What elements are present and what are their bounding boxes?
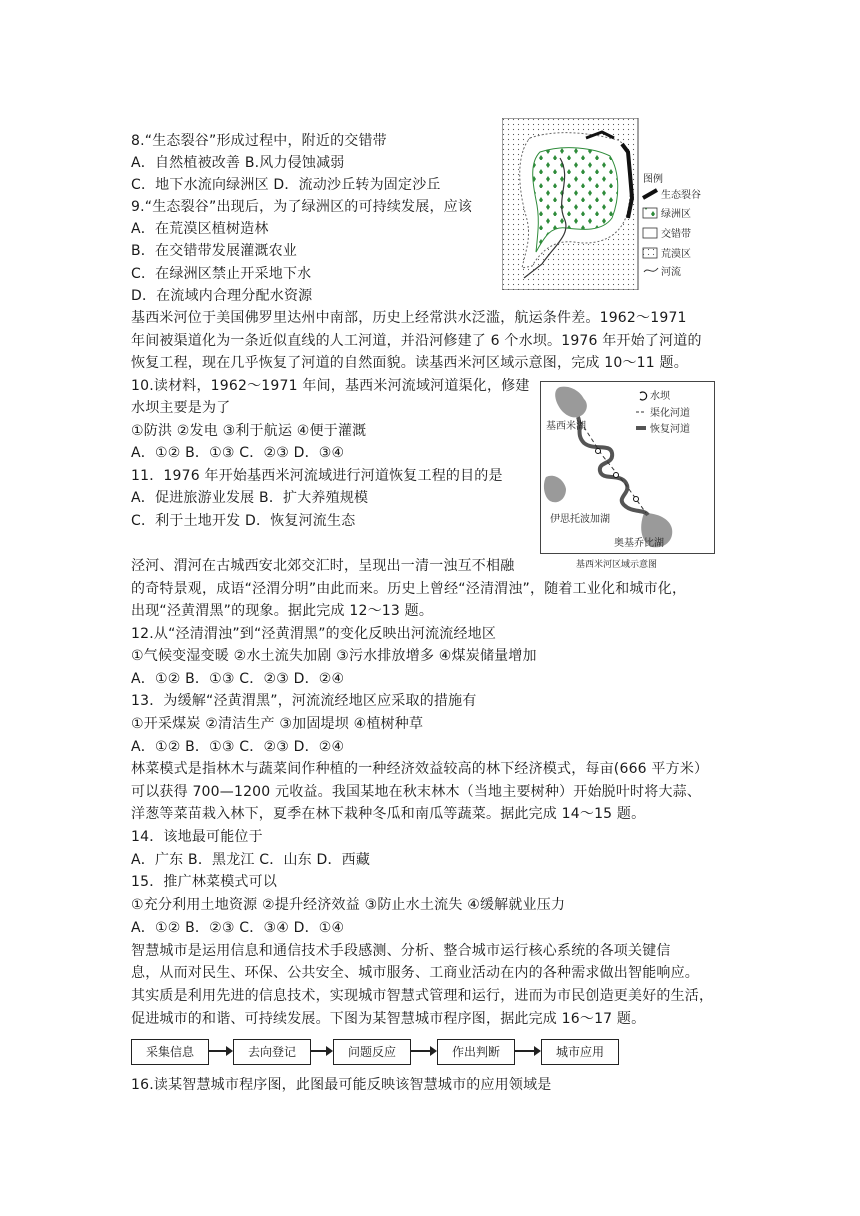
label-lake-istokpoga: 伊思托波加湖	[550, 514, 610, 525]
flow-step-judge: 作出判断	[437, 1039, 515, 1065]
q14-options: A．广东 B．黑龙江 C．山东 D．西藏	[131, 852, 371, 868]
q8-options-cd: C．地下水流向绿洲区 D．流动沙丘转为固定沙丘	[131, 177, 441, 193]
q15-options: A．①② B．②③ C．③④ D．①④	[131, 920, 345, 936]
q9-option-b: B．在交错带发展灌溉农业	[131, 243, 298, 259]
legend-desert: 荒漠区	[661, 249, 691, 260]
q10-items: ①防洪 ②发电 ③利于航运 ④便于灌溉	[131, 423, 367, 439]
q16-stem: 16.读某智慧城市程序图，此图最可能反映该智慧城市的应用领域是	[131, 1077, 552, 1093]
q13-options: A．①② B．①③ C．②③ D．②④	[131, 739, 345, 755]
flow-step-register: 去向登记	[233, 1039, 311, 1065]
flow-arrow	[209, 1050, 227, 1052]
legend-river: 河流	[661, 267, 681, 278]
q8-options-ab: A．自然植被改善 B.风力侵蚀减弱	[131, 155, 345, 171]
kissimmee-intro-3: 恢复工程，现在几乎恢复了河道的自然面貌。读基西米河区域示意图，完成 10～11 题。	[131, 355, 688, 371]
q10-stem: 10.读材料，1962～1971 年间，基西米河流域河道渠化，修建	[131, 378, 530, 394]
jingwei-intro-2: 的奇特景观，成语“泾渭分明”由此而来。历史上曾经“泾清渭浊”，随着工业化和城市化，	[131, 581, 687, 597]
legend-ecotone: 交错带	[661, 229, 691, 240]
q12-stem: 12.从“泾清渭浊”到“泾黄渭黑”的变化反映出河流流经地区	[131, 626, 497, 642]
q13-items: ①开采煤炭 ②清洁生产 ③加固堤坝 ④植树种草	[131, 716, 424, 732]
legend-oasis: 绿洲区	[661, 209, 691, 220]
flow-step-collect: 采集信息	[131, 1039, 209, 1065]
q11-options-ab: A．促进旅游业发展 B．扩大养殖规模	[131, 490, 369, 506]
smartcity-intro-3: 其实质是利用先进的信息技术，实现城市智慧式管理和运行，进而为市民创造更美好的生活，	[131, 988, 714, 1004]
map-caption: 基西米河区域示意图	[576, 559, 658, 569]
flow-arrow	[515, 1050, 535, 1052]
q10-stem-2: 水坝主要是为了	[131, 400, 231, 416]
smart-city-flowchart	[131, 1039, 621, 1067]
q12-items: ①气候变湿变暖 ②水土流失加剧 ③污水排放增多 ④煤炭储量增加	[131, 648, 537, 664]
linqai-intro-1: 林菜模式是指林木与蔬菜间作种植的一种经济效益较高的林下经济模式，每亩(666 平方米）	[131, 761, 709, 777]
q13-stem: 13．为缓解“泾黄渭黑”，河流流经地区应采取的措施有	[131, 693, 477, 709]
q14-stem: 14．该地最可能位于	[131, 829, 263, 845]
kissimmee-river-map	[540, 381, 715, 571]
q10-options: A．①② B．①③ C．②③ D．③④	[131, 445, 345, 461]
ecological-rift-map	[502, 118, 702, 290]
smartcity-intro-1: 智慧城市是运用信息和通信技术手段感测、分析、整合城市运行核心系统的各项关键信	[131, 943, 671, 959]
label-lake-okeechobee: 奥基乔比湖	[614, 538, 664, 549]
linqai-intro-3: 洋葱等菜苗栽入林下，夏季在林下栽种冬瓜和南瓜等蔬菜。据此完成 14～15 题。	[131, 806, 646, 822]
q11-stem: 11．1976 年开始基西米河流域进行河道恢复工程的目的是	[131, 468, 503, 484]
flow-step-apply: 城市应用	[541, 1039, 619, 1065]
q9-option-a: A．在荒漠区植树造林	[131, 221, 269, 237]
q9-stem: 9.“生态裂谷”出现后，为了绿洲区的可持续发展，应该	[131, 199, 473, 215]
legend-restored: 恢复河道	[650, 424, 690, 435]
q12-options: A．①② B．①③ C．②③ D．②④	[131, 671, 345, 687]
label-lake-kissimmee: 基西米湖	[546, 421, 586, 432]
q11-options-cd: C．利于土地开发 D．恢复河流生态	[131, 513, 356, 529]
kissimmee-intro-1: 基西米河位于美国佛罗里达州中南部，历史上经常洪水泛滥，航运条件差。1962～1971	[131, 310, 687, 326]
flow-arrow	[411, 1050, 431, 1052]
linqai-intro-2: 可以获得 700—1200 元收益。我国某地在秋末林木（当地主要树种）开始脱叶时将大蒜、	[131, 784, 702, 800]
jingwei-intro-3: 出现“泾黄渭黑”的现象。据此完成 12～13 题。	[131, 603, 434, 619]
q8-stem: 8.“生态裂谷”形成过程中，附近的交错带	[131, 133, 387, 149]
smartcity-intro-2: 息，从而对民生、环保、公共安全、城市服务、工商业活动在内的各种需求做出智能响应。	[131, 965, 699, 981]
jingwei-intro-1: 泾河、渭河在古城西安北郊交汇时，呈现出一清一浊互不相融	[131, 558, 515, 574]
q15-items: ①充分利用土地资源 ②提升经济效益 ③防止水土流失 ④缓解就业压力	[131, 897, 566, 913]
legend-rift: 生态裂谷	[661, 190, 701, 201]
flow-step-report: 问题反应	[333, 1039, 411, 1065]
legend-canalized: 渠化河道	[650, 408, 690, 419]
q9-option-d: D．在流域内合理分配水资源	[131, 288, 313, 304]
q9-option-c: C．在绿洲区禁止开采地下水	[131, 266, 312, 282]
kissimmee-intro-2: 年间被渠道化为一条近似直线的人工河道，并沿河修建了 6 个水坝。1976 年开始了河道的	[131, 333, 702, 349]
smartcity-intro-4: 促进城市的和谐、可持续发展。下图为某智慧城市程序图，据此完成 16～17 题。	[131, 1011, 646, 1027]
legend-title: 图例	[643, 174, 663, 185]
flow-arrow	[311, 1050, 327, 1052]
q15-stem: 15．推广林菜模式可以	[131, 874, 278, 890]
legend-dam: 水坝	[650, 391, 670, 402]
